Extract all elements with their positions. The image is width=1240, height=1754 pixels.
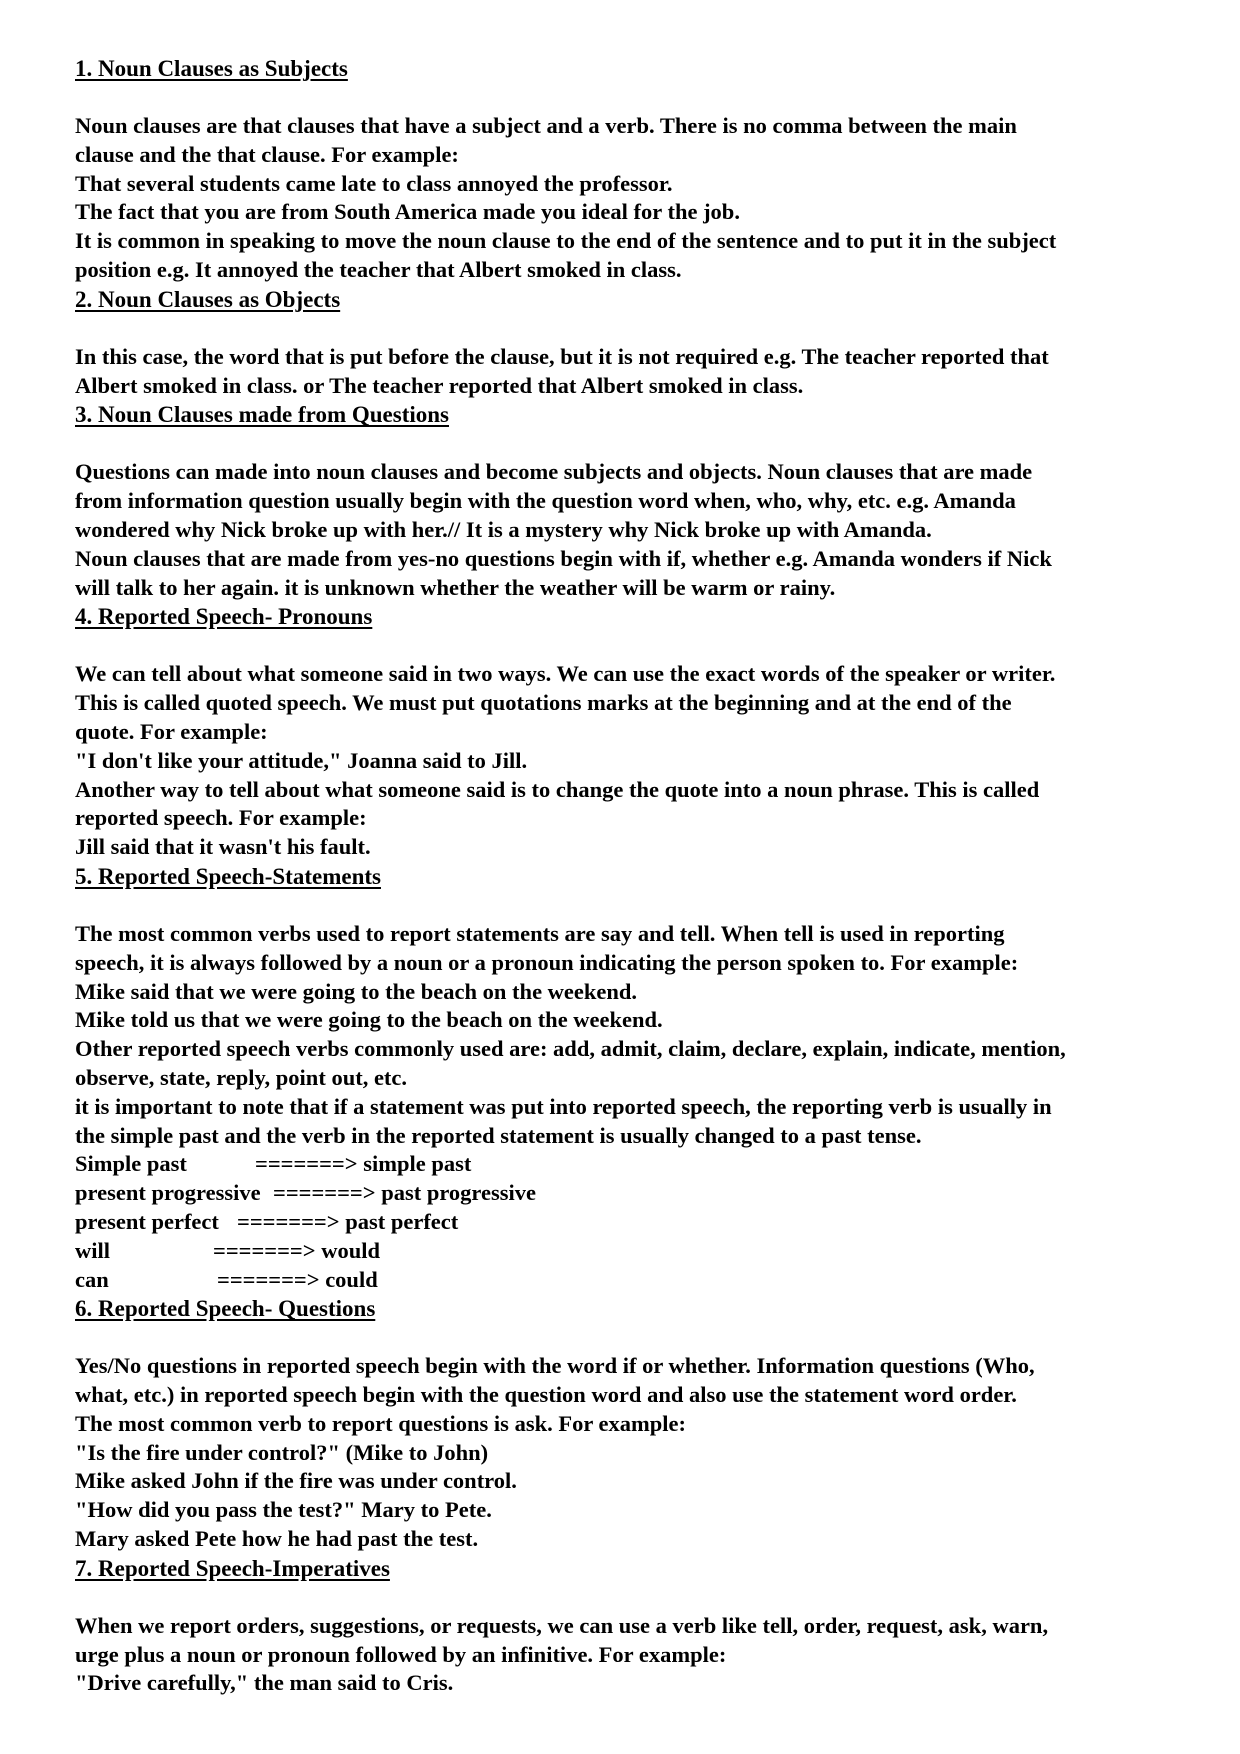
tense-from: can xyxy=(75,1266,109,1292)
text-line: The fact that you are from South America made you ideal for the job. xyxy=(75,199,740,225)
text-line: "Is the fire under control?" (Mike to John) xyxy=(75,1439,489,1465)
section-heading: 6. Reported Speech- Questions xyxy=(75,1296,376,1322)
tense-to: =======> past progressive xyxy=(273,1180,536,1206)
text-line: Mary asked Pete how he had past the test. xyxy=(75,1526,479,1552)
text-line: The most common verb to report questions is ask. For example: xyxy=(75,1410,687,1436)
tense-shift-row xyxy=(75,1150,1185,1179)
text-line: it is important to note that if a statement was put into reported speech, the reporting verb is usually in xyxy=(75,1093,1052,1119)
tense-shift-row xyxy=(75,1179,1185,1208)
text-line: Other reported speech verbs commonly used are: add, admit, claim, declare, explain, indicate, mention, xyxy=(75,1036,1066,1062)
text-line: "How did you pass the test?" Mary to Pete. xyxy=(75,1497,492,1523)
document-page xyxy=(75,54,1185,1698)
tense-from: Simple past xyxy=(75,1151,187,1177)
text-line: wondered why Nick broke up with her.// It is a mystery why Nick broke up with Amanda. xyxy=(75,516,932,542)
text-line: Mike asked John if the fire was under control. xyxy=(75,1468,517,1494)
section-noun-clauses-questions xyxy=(75,400,1185,602)
text-line: It is common in speaking to move the noun clause to the end of the sentence and to put it in the subject xyxy=(75,228,1057,254)
section-reported-speech-pronouns xyxy=(75,602,1185,862)
text-line: Questions can made into noun clauses and become subjects and objects. Noun clauses that are made xyxy=(75,459,1033,485)
tense-to: =======> past perfect xyxy=(237,1208,459,1234)
text-line: Mike said that we were going to the beach on the weekend. xyxy=(75,978,638,1004)
text-line: That several students came late to class annoyed the professor. xyxy=(75,170,673,196)
text-line: Yes/No questions in reported speech begin with the word if or whether. Information questions (Who, xyxy=(75,1353,1035,1379)
text-line: "Drive carefully," the man said to Cris. xyxy=(75,1670,454,1696)
text-line: position e.g. It annoyed the teacher that Albert smoked in class. xyxy=(75,256,682,282)
section-reported-speech-imperatives xyxy=(75,1554,1185,1698)
text-line: from information question usually begin with the question word when, who, why, etc. e.g. Amanda xyxy=(75,488,1016,514)
tense-shift-row xyxy=(75,1266,1185,1295)
text-line: Mike told us that we were going to the beach on the weekend. xyxy=(75,1007,663,1033)
text-line: speech, it is always followed by a noun or a pronoun indicating the person spoken to. For example: xyxy=(75,949,1019,975)
section-noun-clauses-objects xyxy=(75,285,1185,401)
text-line: This is called quoted speech. We must put quotations marks at the beginning and at the end of the xyxy=(75,690,1012,716)
tense-to: =======> simple past xyxy=(255,1151,472,1177)
section-heading: 5. Reported Speech-Statements xyxy=(75,863,381,889)
text-line: urge plus a noun or pronoun followed by an infinitive. For example: xyxy=(75,1641,727,1667)
section-reported-speech-questions xyxy=(75,1294,1185,1554)
text-line: clause and the that clause. For example: xyxy=(75,141,459,167)
text-line: The most common verbs used to report statements are say and tell. When tell is used in reporting xyxy=(75,920,1005,946)
text-line: quote. For example: xyxy=(75,718,268,744)
section-noun-clauses-subjects xyxy=(75,54,1185,285)
text-line: Noun clauses are that clauses that have a subject and a verb. There is no comma between the main xyxy=(75,113,1017,138)
text-line: will talk to her again. it is unknown whether the weather will be warm or rainy. xyxy=(75,574,836,600)
section-heading: 7. Reported Speech-Imperatives xyxy=(75,1555,390,1581)
section-heading: 3. Noun Clauses made from Questions xyxy=(75,402,449,428)
text-line: "I don't like your attitude," Joanna said to Jill. xyxy=(75,747,528,773)
tense-from: present perfect xyxy=(75,1208,219,1234)
text-line: We can tell about what someone said in two ways. We can use the exact words of the speaker or writer. xyxy=(75,661,1056,687)
text-line: When we report orders, suggestions, or requests, we can use a verb like tell, order, request, ask, warn, xyxy=(75,1612,1049,1638)
section-heading: 2. Noun Clauses as Objects xyxy=(75,286,341,312)
text-line: Albert smoked in class. or The teacher reported that Albert smoked in class. xyxy=(75,372,804,398)
text-line: the simple past and the verb in the reported statement is usually changed to a past tense. xyxy=(75,1122,922,1148)
section-heading: 1. Noun Clauses as Subjects xyxy=(75,56,348,81)
text-line: Noun clauses that are made from yes-no questions begin with if, whether e.g. Amanda wonders if Nick xyxy=(75,545,1052,571)
tense-from: present progressive xyxy=(75,1180,261,1206)
section-reported-speech-statements xyxy=(75,862,1185,1294)
text-line: what, etc.) in reported speech begin with the question word and also use the statement word order. xyxy=(75,1382,1017,1408)
text-line: Jill said that it wasn't his fault. xyxy=(75,834,371,860)
text-line: observe, state, reply, point out, etc. xyxy=(75,1064,408,1090)
tense-shift-row xyxy=(75,1237,1185,1266)
tense-to: =======> would xyxy=(213,1237,380,1263)
text-line: In this case, the word that is put before the clause, but it is not required e.g. The teacher reported that xyxy=(75,343,1049,369)
text-line: reported speech. For example: xyxy=(75,805,367,831)
section-heading: 4. Reported Speech- Pronouns xyxy=(75,604,373,630)
tense-from: will xyxy=(75,1237,111,1263)
tense-shift-row xyxy=(75,1208,1185,1237)
tense-to: =======> could xyxy=(217,1266,378,1292)
text-line: Another way to tell about what someone said is to change the quote into a noun phrase. This is called xyxy=(75,776,1040,802)
